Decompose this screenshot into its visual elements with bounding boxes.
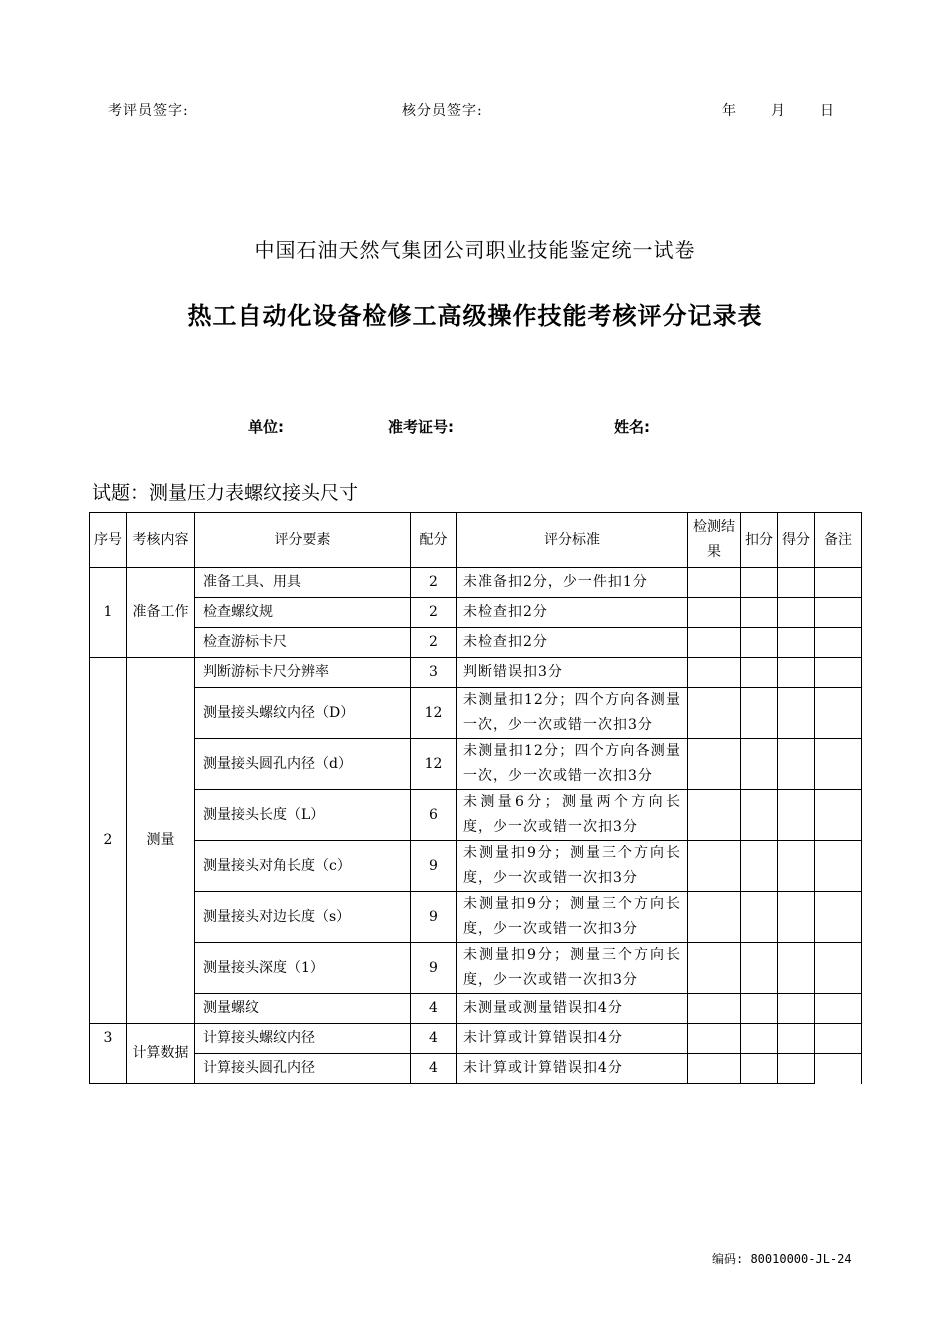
result-cell[interactable] [688, 892, 741, 943]
remark-cell[interactable] [815, 943, 862, 994]
header-element: 评分要素 [195, 513, 411, 568]
standard-cell: 未测量扣9分；测量三个方向长度，少一次或错一次扣3分 [457, 943, 688, 994]
deduct-cell[interactable] [741, 568, 778, 598]
table-row [90, 994, 862, 1024]
result-cell[interactable] [688, 658, 741, 688]
points-cell: 3 [411, 658, 457, 688]
points-cell: 2 [411, 598, 457, 628]
ticket-number-label: 准考证号: [388, 418, 454, 436]
remark-cell[interactable] [815, 658, 862, 688]
result-cell[interactable] [688, 598, 741, 628]
element-cell: 测量接头圆孔内径（d） [195, 739, 411, 790]
element-cell: 计算接头螺纹内径 [195, 1024, 411, 1054]
remark-cell[interactable] [815, 739, 862, 790]
element-cell: 判断游标卡尺分辨率 [195, 658, 411, 688]
deduct-cell[interactable] [741, 1054, 778, 1084]
standard-cell: 未计算或计算错误扣4分 [457, 1024, 688, 1054]
score-cell[interactable] [778, 841, 815, 892]
group-content: 准备工作 [127, 568, 195, 658]
deduct-cell[interactable] [741, 943, 778, 994]
table-row [90, 1054, 862, 1084]
deduct-cell[interactable] [741, 598, 778, 628]
score-cell[interactable] [778, 568, 815, 598]
standard-cell: 未测量扣9分；测量三个方向长度，少一次或错一次扣3分 [457, 841, 688, 892]
points-cell: 4 [411, 1054, 457, 1084]
header-remark: 备注 [815, 513, 862, 568]
points-cell: 4 [411, 994, 457, 1024]
day-label: 日 [820, 103, 835, 119]
points-cell: 9 [411, 892, 457, 943]
standard-cell: 未测量扣12分；四个方向各测量一次，少一次或错一次扣3分 [457, 688, 688, 739]
element-cell: 准备工具、用具 [195, 568, 411, 598]
scorer-signature-label: 核分员签字: [402, 103, 483, 119]
table-row [90, 739, 862, 790]
deduct-cell[interactable] [741, 790, 778, 841]
score-cell[interactable] [778, 892, 815, 943]
document-code: 编码: 80010000-JL-24 [712, 1252, 852, 1266]
points-cell: 12 [411, 688, 457, 739]
deduct-cell[interactable] [741, 994, 778, 1024]
standard-cell: 未测量扣12分；四个方向各测量一次，少一次或错一次扣3分 [457, 739, 688, 790]
remark-cell[interactable] [815, 598, 862, 628]
deduct-cell[interactable] [741, 688, 778, 739]
standard-cell: 未准备扣2分，少一件扣1分 [457, 568, 688, 598]
group-content: 计算数据 [127, 1024, 195, 1084]
result-cell[interactable] [688, 1024, 741, 1054]
examiner-signature-label: 考评员签字: [108, 103, 189, 119]
page-title: 热工自动化设备检修工高级操作技能考核评分记录表 [187, 302, 763, 330]
result-cell[interactable] [688, 628, 741, 658]
deduct-cell[interactable] [741, 658, 778, 688]
score-cell[interactable] [778, 943, 815, 994]
result-cell[interactable] [688, 790, 741, 841]
result-cell[interactable] [688, 841, 741, 892]
remark-cell[interactable] [815, 1054, 862, 1084]
header-content: 考核内容 [127, 513, 195, 568]
table-row [90, 943, 862, 994]
score-cell[interactable] [778, 1024, 815, 1054]
score-cell[interactable] [778, 598, 815, 628]
header-seq: 序号 [90, 513, 127, 568]
remark-cell[interactable] [815, 790, 862, 841]
points-cell: 9 [411, 943, 457, 994]
score-cell[interactable] [778, 658, 815, 688]
table-row [90, 688, 862, 739]
remark-cell[interactable] [815, 628, 862, 658]
group-seq: 2 [90, 658, 127, 1024]
group-seq: 1 [90, 568, 127, 658]
element-cell: 检查螺纹规 [195, 598, 411, 628]
remark-cell[interactable] [815, 568, 862, 598]
table-row [90, 658, 862, 688]
header-standard: 评分标准 [457, 513, 688, 568]
group-content: 测量 [127, 658, 195, 1024]
result-cell[interactable] [688, 1054, 741, 1084]
standard-cell: 判断错误扣3分 [457, 658, 688, 688]
standard-cell: 未测量扣9分；测量三个方向长度，少一次或错一次扣3分 [457, 892, 688, 943]
table-row [90, 1024, 862, 1054]
unit-label: 单位: [248, 418, 284, 436]
header-deduct: 扣分 [741, 513, 778, 568]
element-cell: 测量接头对边长度（s） [195, 892, 411, 943]
remark-cell[interactable] [815, 1024, 862, 1054]
score-cell[interactable] [778, 994, 815, 1024]
standard-cell: 未测量6分；测量两个方向长度，少一次或错一次扣3分 [457, 790, 688, 841]
table-row [90, 568, 862, 598]
element-cell: 测量接头长度（L） [195, 790, 411, 841]
table-header-row [90, 513, 862, 568]
candidate-name-label: 姓名: [614, 418, 650, 436]
element-cell: 测量接头深度（1） [195, 943, 411, 994]
result-cell[interactable] [688, 943, 741, 994]
result-cell[interactable] [688, 994, 741, 1024]
standard-cell: 未检查扣2分 [457, 628, 688, 658]
exam-subtitle: 中国石油天然气集团公司职业技能鉴定统一试卷 [254, 238, 696, 262]
score-cell[interactable] [778, 790, 815, 841]
remark-cell[interactable] [815, 688, 862, 739]
points-cell: 2 [411, 628, 457, 658]
table-row [90, 598, 862, 628]
header-result: 检测结果 [688, 513, 741, 568]
deduct-cell[interactable] [741, 1024, 778, 1054]
remark-cell[interactable] [815, 841, 862, 892]
deduct-cell[interactable] [741, 739, 778, 790]
remark-cell[interactable] [815, 892, 862, 943]
table-row [90, 841, 862, 892]
header-points: 配分 [411, 513, 457, 568]
question-title: 试题：测量压力表螺纹接头尺寸 [92, 482, 359, 504]
element-cell: 检查游标卡尺 [195, 628, 411, 658]
standard-cell: 未计算或计算错误扣4分 [457, 1054, 688, 1084]
deduct-cell[interactable] [741, 892, 778, 943]
element-cell: 测量接头对角长度（c） [195, 841, 411, 892]
deduct-cell[interactable] [741, 841, 778, 892]
header-score: 得分 [778, 513, 815, 568]
score-cell[interactable] [778, 739, 815, 790]
points-cell: 9 [411, 841, 457, 892]
standard-cell: 未检查扣2分 [457, 598, 688, 628]
element-cell: 测量螺纹 [195, 994, 411, 1024]
scoring-table [89, 512, 862, 1084]
element-cell: 计算接头圆孔内径 [195, 1054, 411, 1084]
points-cell: 4 [411, 1024, 457, 1054]
table-row [90, 790, 862, 841]
result-cell[interactable] [688, 568, 741, 598]
result-cell[interactable] [688, 739, 741, 790]
element-cell: 测量接头螺纹内径（D） [195, 688, 411, 739]
points-cell: 2 [411, 568, 457, 598]
table-row [90, 892, 862, 943]
table-row [90, 628, 862, 658]
remark-cell[interactable] [815, 994, 862, 1024]
year-label: 年 [722, 103, 737, 119]
result-cell[interactable] [688, 688, 741, 739]
points-cell: 12 [411, 739, 457, 790]
score-cell[interactable] [778, 688, 815, 739]
month-label: 月 [771, 103, 786, 119]
score-cell[interactable] [778, 628, 815, 658]
date-field [722, 100, 869, 120]
score-cell[interactable] [778, 1054, 815, 1084]
group-seq: 3 [90, 1024, 127, 1084]
deduct-cell[interactable] [741, 628, 778, 658]
standard-cell: 未测量或测量错误扣4分 [457, 994, 688, 1024]
points-cell: 6 [411, 790, 457, 841]
